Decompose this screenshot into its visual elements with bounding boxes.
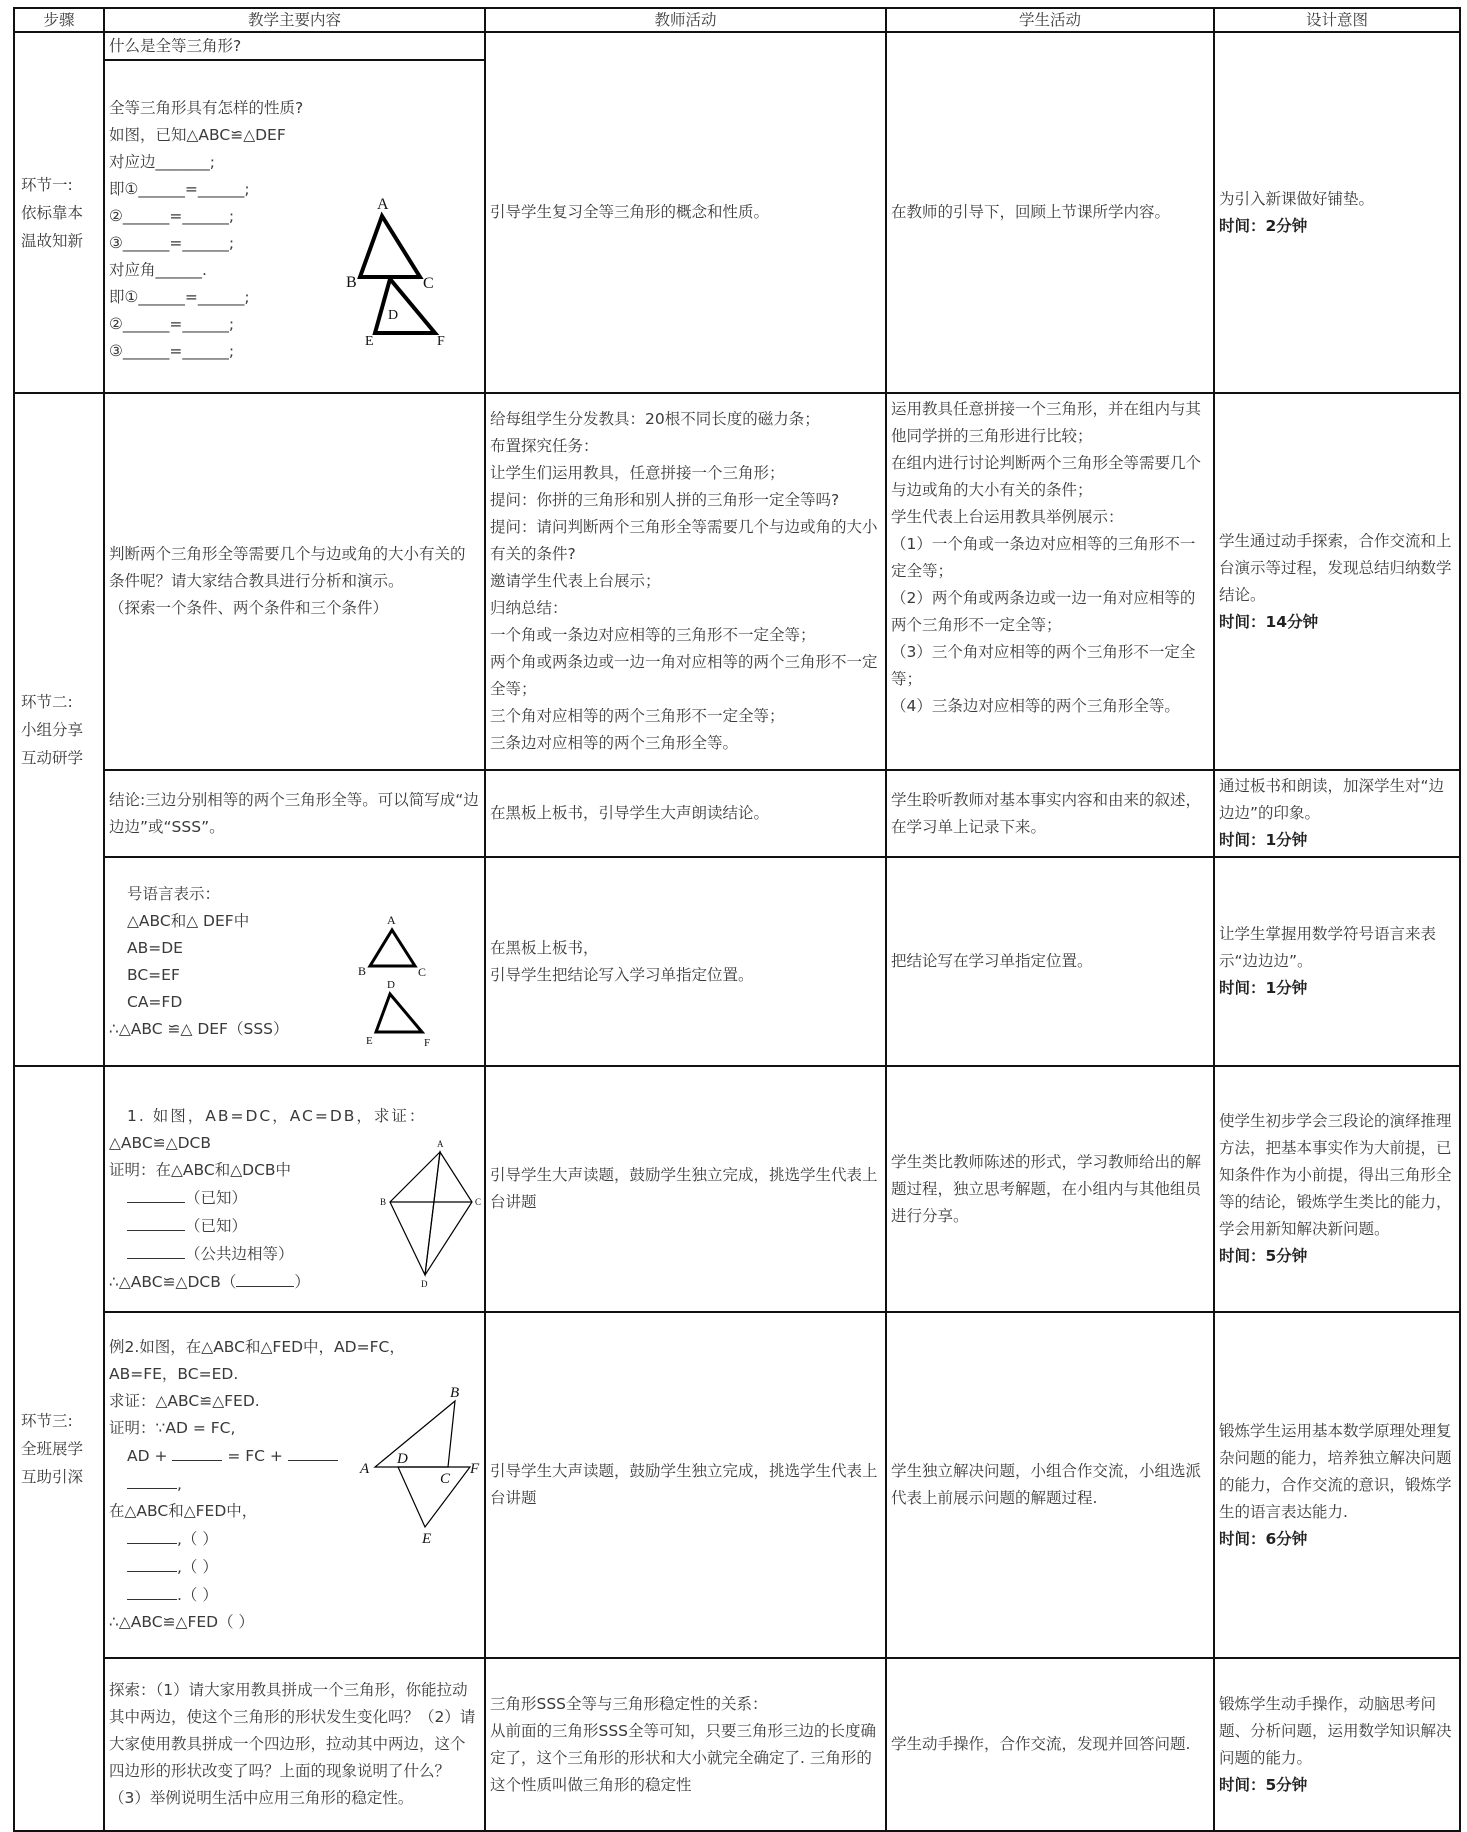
intent-cell [1214, 1658, 1460, 1831]
label-D: D [388, 308, 399, 323]
content-text: （探索一个条件、两个条件和三个条件） [109, 599, 389, 617]
answer-blank[interactable] [127, 1184, 185, 1203]
header-student: 学生活动 [886, 8, 1214, 32]
teacher-line: 提问：请问判断两个三角形全等需要几个与边或角的大小有关的条件? [490, 518, 878, 563]
time-text: 时间：5分钟 [1219, 1775, 1308, 1794]
content-text: 判断两个三角形全等需要几个与边或角的大小有关的条件呢？请大家结合教具进行分析和演示。 [109, 545, 466, 590]
intent-cell [1214, 393, 1460, 770]
teacher-line: 三条边对应相等的两个三角形全等。 [490, 734, 739, 752]
time-text: 时间：1分钟 [1219, 831, 1308, 849]
label-C: C [440, 1471, 451, 1487]
teacher-cell [485, 857, 886, 1066]
lesson-plan-table [13, 7, 1461, 1832]
label-A: A [437, 1139, 444, 1149]
intent-cell [1214, 32, 1460, 393]
intent-cell [1214, 1312, 1460, 1658]
content-cell: 探索：（1）请大家用教具拼成一个三角形，你能拉动其中两边，使这个三角形的形状发生变化吗？（2）请大家使用教具拼成一个四边形，拉动其中两边，这个四边形的形状改变了吗？上面的现象说明了什么？（3）举例说明生活中应用三角形的稳定性。 [104, 1658, 485, 1831]
table-row [14, 1658, 1460, 1831]
table-row [14, 393, 1460, 770]
content-line: ②______=______; [109, 314, 235, 333]
time-text: 时间：6分钟 [1219, 1529, 1308, 1548]
teacher-line: 邀请学生代表上台展示； [490, 572, 661, 590]
triangles-figure [335, 131, 475, 371]
answer-blank[interactable] [127, 1581, 177, 1600]
label-B: B [380, 1197, 387, 1207]
intent-text: 让学生掌握用数学符号语言来表示“边边边”。 [1219, 925, 1437, 970]
content-line: ②______=______; [109, 206, 235, 225]
answer-blank[interactable] [127, 1525, 177, 1544]
teacher-line: 让学生们运用教具，任意拼接一个三角形； [490, 464, 785, 482]
content-line: 求证：△ABC≌△FED. [109, 1392, 260, 1410]
teacher-cell [485, 1658, 886, 1831]
quadrilateral-figure [355, 1137, 485, 1289]
label-C: C [418, 965, 427, 979]
label-A: A [387, 913, 396, 927]
student-cell: 学生动手操作，合作交流，发现并回答问题. [886, 1658, 1214, 1831]
student-cell: 把结论写在学习单指定位置。 [886, 857, 1214, 1066]
student-cell: 学生独立解决问题，小组合作交流，小组选派代表上前展示问题的解题过程. [886, 1312, 1214, 1658]
label-F: F [437, 334, 445, 349]
teacher-line: 给每组学生分发教具：20根不同长度的磁力条； [490, 410, 820, 428]
student-line: （3）三个角对应相等的两个三角形不一定全等； [891, 643, 1196, 688]
table-row [14, 770, 1460, 857]
content-line: AB=FE，BC=ED. [109, 1365, 239, 1383]
step-label: 全班展学 [21, 1439, 84, 1458]
triangles-figure [340, 1381, 480, 1547]
content-line: ,（ ） [177, 1558, 218, 1576]
label-F: F [424, 1037, 431, 1049]
content-line: △ABC≌△DCB [109, 1133, 212, 1152]
teacher-cell: 在黑板上板书，引导学生大声朗读结论。 [485, 770, 886, 857]
label-E: E [366, 1035, 373, 1047]
intent-text: 通过板书和朗读，加深学生对“边边边”的印象。 [1219, 777, 1445, 822]
label-B: B [346, 274, 357, 291]
answer-blank[interactable] [127, 1240, 185, 1259]
content-line: = FC + [227, 1447, 283, 1465]
teacher-line: 从前面的三角形SSS全等可知，只要三角形三边的长度确定了，这个三角形的形状和大小就完全确定了. 三角形的这个性质叫做三角形的稳定性 [490, 1721, 877, 1794]
step-label: 依标靠本 [21, 203, 84, 222]
teacher-cell: 引导学生大声读题，鼓励学生独立完成，挑选学生代表上台讲题 [485, 1312, 886, 1658]
intent-cell [1214, 770, 1460, 857]
content-line: BC=EF [127, 965, 180, 984]
step-label: 小组分享 [21, 720, 84, 739]
teacher-line: 归纳总结： [490, 599, 568, 617]
label-D: D [387, 979, 395, 991]
step-label: 互动研学 [21, 748, 84, 767]
content-line: 证明：∵AD = FC, [109, 1419, 236, 1437]
teacher-cell: 引导学生复习全等三角形的概念和性质。 [485, 32, 886, 393]
step-cell-2 [14, 393, 104, 1066]
teacher-line: 两个角或两条边或一边一角对应相等的两个三角形不一定全等； [490, 653, 878, 698]
content-line: AB=DE [127, 938, 183, 957]
student-cell: 学生类比教师陈述的形式，学习教师给出的解题过程，独立思考解题，在小组内与其他组员进行分享。 [886, 1066, 1214, 1312]
content-line: ③______=______; [109, 341, 235, 360]
content-cell [104, 1312, 485, 1658]
time-text: 时间：2分钟 [1219, 216, 1308, 235]
content-line: 1. 如图，AB=DC，AC=DB，求证： [127, 1106, 427, 1125]
content-line: 如图，已知△ABC≌△DEF [109, 125, 286, 144]
header-step: 步骤 [14, 8, 104, 32]
header-intent: 设计意图 [1214, 8, 1460, 32]
content-line: .（ ） [177, 1586, 218, 1604]
table-row [14, 857, 1460, 1066]
content-line: ∴△ABC≌△DCB（ [109, 1272, 237, 1291]
content-line: AD + [127, 1447, 168, 1465]
content-line: ∴△ABC ≌△ DEF（SSS） [109, 1019, 289, 1038]
intent-text: 锻炼学生运用基本数学原理处理复杂问题的能力，培养独立解决问题的能力，合作交流的意识，锻炼学生的语言表达能力. [1219, 1421, 1452, 1521]
content-line: ,（ ） [177, 1530, 218, 1548]
intent-text: 为引入新课做好铺垫。 [1219, 189, 1375, 208]
content-line: （已知） [185, 1216, 248, 1235]
answer-blank[interactable] [127, 1470, 177, 1489]
content-line: 例2.如图，在△ABC和△FED中，AD=FC， [109, 1338, 405, 1356]
student-line: （4）三条边对应相等的两个三角形全等。 [891, 697, 1180, 715]
content-line: 对应边_______; [109, 152, 215, 171]
step-label: 互助引深 [21, 1467, 84, 1486]
content-line: （公共边相等） [185, 1244, 294, 1263]
time-text: 时间：5分钟 [1219, 1247, 1308, 1265]
content-line: ） [294, 1272, 310, 1291]
content-cell [104, 857, 485, 1066]
student-line: 学生代表上台运用教具举例展示： [891, 508, 1124, 526]
content-line: 号语言表示： [127, 884, 221, 903]
student-line: 在组内进行讨论判断两个三角形全等需要几个与边或角的大小有关的条件； [891, 454, 1202, 499]
content-line: 在△ABC和△FED中， [109, 1502, 258, 1520]
student-cell [886, 393, 1214, 770]
content-line: ∴△ABC≌△FED（ ） [109, 1613, 255, 1631]
step-label: 环节二: [21, 692, 73, 711]
label-E: E [422, 1531, 432, 1547]
answer-blank[interactable] [127, 1212, 185, 1231]
content-line: 即①______=______; [109, 287, 250, 306]
content-question: 什么是全等三角形? [104, 32, 485, 60]
student-line: 运用教具任意拼接一个三角形，并在组内与其他同学拼的三角形进行比较； [891, 400, 1202, 445]
label-E: E [365, 334, 374, 349]
header-teacher: 教师活动 [485, 8, 886, 32]
teacher-line: 提问：你拼的三角形和别人拼的三角形一定全等吗? [490, 491, 840, 509]
step-cell-1 [14, 32, 104, 393]
answer-blank[interactable] [127, 1553, 177, 1572]
header-content: 教学主要内容 [104, 8, 485, 32]
content-cell: 结论:三边分别相等的两个三角形全等。可以简写成“边边边”或“SSS”。 [104, 770, 485, 857]
label-B: B [450, 1385, 460, 1401]
intent-cell [1214, 1066, 1460, 1312]
teacher-cell: 引导学生大声读题，鼓励学生独立完成，挑选学生代表上台讲题 [485, 1066, 886, 1312]
teacher-line: 三角形SSS全等与三角形稳定性的关系： [490, 1694, 768, 1713]
intent-text: 使学生初步学会三段论的演绎推理方法，把基本事实作为大前提，已知条件作为小前提，得出三角形全等的结论，锻炼学生类比的能力，学会用新知解决新问题。 [1219, 1112, 1452, 1238]
label-A: A [377, 196, 389, 213]
table-row [14, 32, 1460, 60]
step-cell-3 [14, 1066, 104, 1831]
content-line: △ABC和△ DEF中 [127, 911, 250, 930]
content-cell [104, 60, 485, 393]
label-B: B [358, 964, 367, 978]
step-label: 环节三: [21, 1411, 73, 1430]
content-line: CA=FD [127, 992, 183, 1011]
time-text: 时间：1分钟 [1219, 979, 1308, 997]
content-line: 证明：在△ABC和△DCB中 [109, 1160, 292, 1179]
label-C: C [475, 1197, 482, 1207]
content-line: （已知） [185, 1188, 248, 1207]
intent-cell [1214, 857, 1460, 1066]
triangles-figure [350, 908, 450, 1058]
teacher-line: 引导学生把结论写入学习单指定位置。 [490, 965, 754, 984]
time-text: 时间：14分钟 [1219, 612, 1319, 631]
content-line: 即①______=______; [109, 179, 250, 198]
table-row [14, 1066, 1460, 1312]
label-D: D [397, 1451, 408, 1467]
answer-blank[interactable] [236, 1268, 294, 1287]
answer-blank[interactable] [172, 1442, 222, 1461]
intent-text: 学生通过动手探索，合作交流和上台演示等过程，发现总结归纳数学结论。 [1219, 531, 1452, 604]
intent-text: 锻炼学生动手操作，动脑思考问题、分析问题，运用数学知识解决问题的能力。 [1219, 1694, 1452, 1767]
content-line: ③______=______; [109, 233, 235, 252]
student-cell: 在教师的引导下，回顾上节课所学内容。 [886, 32, 1214, 393]
label-F: F [470, 1461, 480, 1477]
label-D: D [421, 1279, 428, 1289]
answer-blank[interactable] [288, 1442, 338, 1461]
teacher-line: 在黑板上板书， [490, 938, 599, 957]
label-A: A [360, 1461, 370, 1477]
content-line: , [177, 1475, 182, 1493]
content-cell [104, 1066, 485, 1312]
label-C: C [423, 275, 434, 292]
student-line: （2）两个角或两条边或一边一角对应相等的两个三角形不一定全等； [891, 589, 1196, 634]
teacher-line: 一个角或一条边对应相等的三角形不一定全等； [490, 626, 816, 644]
student-line: （1）一个角或一条边对应相等的三角形不一定全等； [891, 535, 1196, 580]
table-row [14, 1312, 1460, 1658]
teacher-line: 布置探究任务： [490, 437, 599, 455]
header-row [14, 8, 1460, 32]
teacher-line: 三个角对应相等的两个三角形不一定全等； [490, 707, 785, 725]
student-cell: 学生聆听教师对基本事实内容和由来的叙述，在学习单上记录下来。 [886, 770, 1214, 857]
step-label: 温故知新 [21, 231, 84, 250]
teacher-cell [485, 393, 886, 770]
step-label: 环节一: [21, 175, 73, 194]
content-line: 全等三角形具有怎样的性质? [109, 98, 304, 117]
content-cell [104, 393, 485, 770]
content-line: 对应角______. [109, 260, 207, 279]
